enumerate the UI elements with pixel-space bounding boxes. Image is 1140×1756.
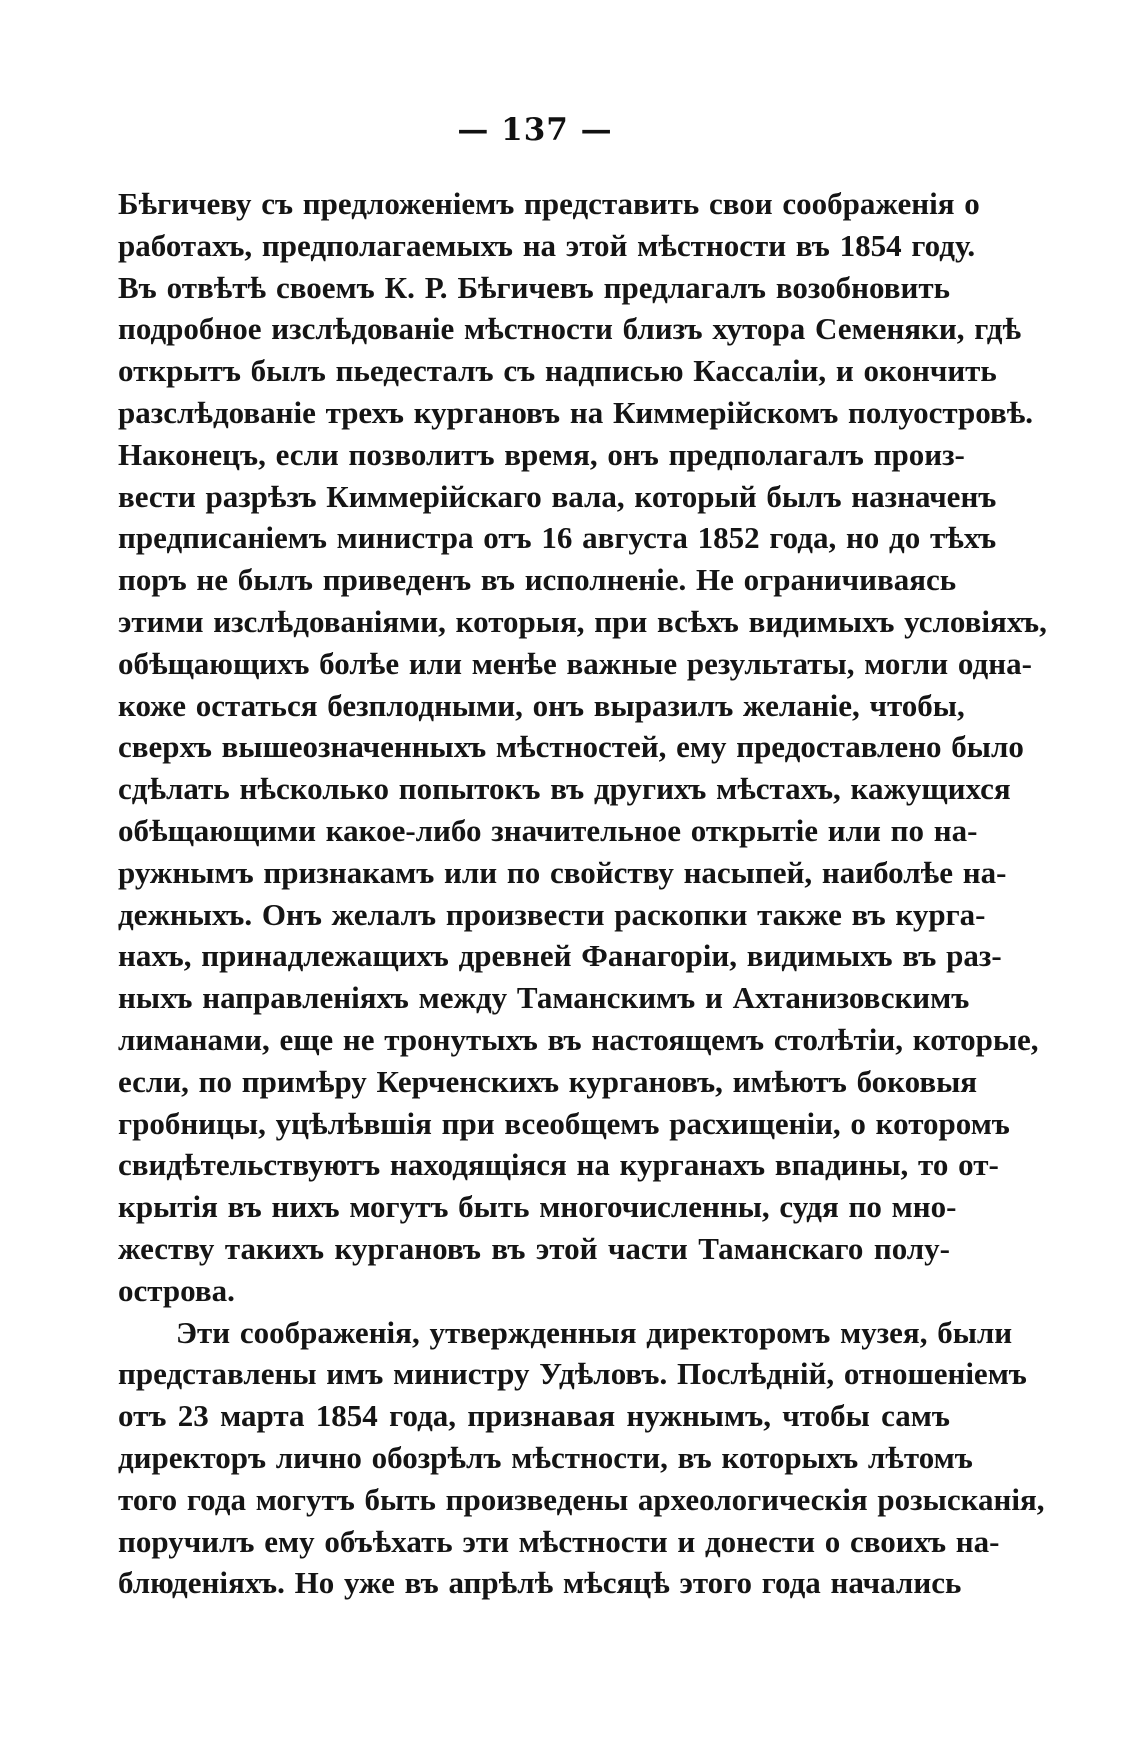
paragraph [118,1312,1045,1605]
text-line: того года могутъ быть произведены археологическія розысканія, [118,1481,1045,1517]
text-line: ружнымъ признакамъ или по свойству насыпей, наиболѣе на- [118,854,1007,890]
text-line: нахъ, принадлежащихъ древней Фанагоріи, видимыхъ въ раз- [118,938,1002,974]
text-line: блюденіяхъ. Но уже въ апрѣлѣ мѣсяцѣ этого года начались [118,1565,962,1601]
paragraph [118,183,1047,1312]
page-number: — 137 — [457,112,613,148]
text-line: Эти соображенія, утвержденныя директоромъ музея, были [176,1314,1013,1350]
text-line: дежныхъ. Онъ желалъ произвести раскопки также въ курга- [118,896,986,932]
text-line: жеству такихъ кургановъ въ этой части Таманскаго полу- [118,1230,950,1266]
text-line: обѣщающими какое-либо значительное открытіе или по на- [118,812,978,848]
text-line: поручилъ ему объѣхать эти мѣстности и донести о своихъ на- [118,1523,1000,1559]
text-line: крытія въ нихъ могутъ быть многочисленны, судя по мно- [118,1189,957,1225]
text-line: Наконецъ, если позволитъ время, онъ предполагалъ произ- [118,436,965,472]
text-line: гробницы, уцѣлѣвшія при всеобщемъ расхищеніи, о которомъ [118,1105,1010,1141]
text-line: директоръ лично обозрѣлъ мѣстности, въ которыхъ лѣтомъ [118,1439,973,1475]
text-line: сдѣлать нѣсколько попытокъ въ другихъ мѣстахъ, кажущихся [118,771,1011,807]
text-line: разслѣдованіе трехъ кургановъ на Киммерійскомъ полуостровѣ. [118,394,1034,430]
text-line: обѣщающихъ болѣе или менѣе важные результаты, могли одна- [118,645,1032,681]
text-line: Бѣгичеву съ предложеніемъ представить свои соображенія о [118,186,980,221]
text-line: вести разрѣзъ Киммерійскаго вала, который былъ назначенъ [118,478,997,514]
text-line: коже остаться безплодными, онъ выразилъ желаніе, чтобы, [118,687,965,723]
text-line: острова. [118,1272,235,1308]
text-line: поръ не былъ приведенъ въ исполненіе. Не ограничиваясь [118,562,957,598]
text-line: этими изслѣдованіями, которыя, при всѣхъ видимыхъ условіяхъ, [118,603,1047,639]
text-line: ныхъ направленіяхъ между Таманскимъ и Ахтанизовскимъ [118,980,970,1016]
text-line: работахъ, предполагаемыхъ на этой мѣстности въ 1854 году. [118,227,976,263]
text-line: представлены имъ министру Удѣловъ. Послѣдній, отношеніемъ [118,1356,1027,1392]
text-line: Въ отвѣтѣ своемъ К. Р. Бѣгичевъ предлагалъ возобновить [118,269,950,305]
text-line: подробное изслѣдованіе мѣстности близъ хутора Семеняки, гдѣ [118,311,1022,347]
text-line: если, по примѣру Керченскихъ кургановъ, имѣютъ боковыя [118,1063,978,1099]
text-line: сверхъ вышеозначенныхъ мѣстностей, ему предоставлено было [118,729,1024,765]
text-line: отъ 23 марта 1854 года, признавая нужнымъ, чтобы самъ [118,1398,950,1434]
text-line: лиманами, еще не тронутыхъ въ настоящемъ столѣтіи, которые, [118,1021,1039,1057]
text-line: открытъ былъ пьедесталъ съ надписью Кассаліи, и окончить [118,353,997,389]
text-line: предписаніемъ министра отъ 16 августа 1852 года, но до тѣхъ [118,520,997,556]
text-line: свидѣтельствуютъ находящіяся на курганахъ впадины, то от- [118,1147,999,1183]
body-text [118,183,1047,1604]
